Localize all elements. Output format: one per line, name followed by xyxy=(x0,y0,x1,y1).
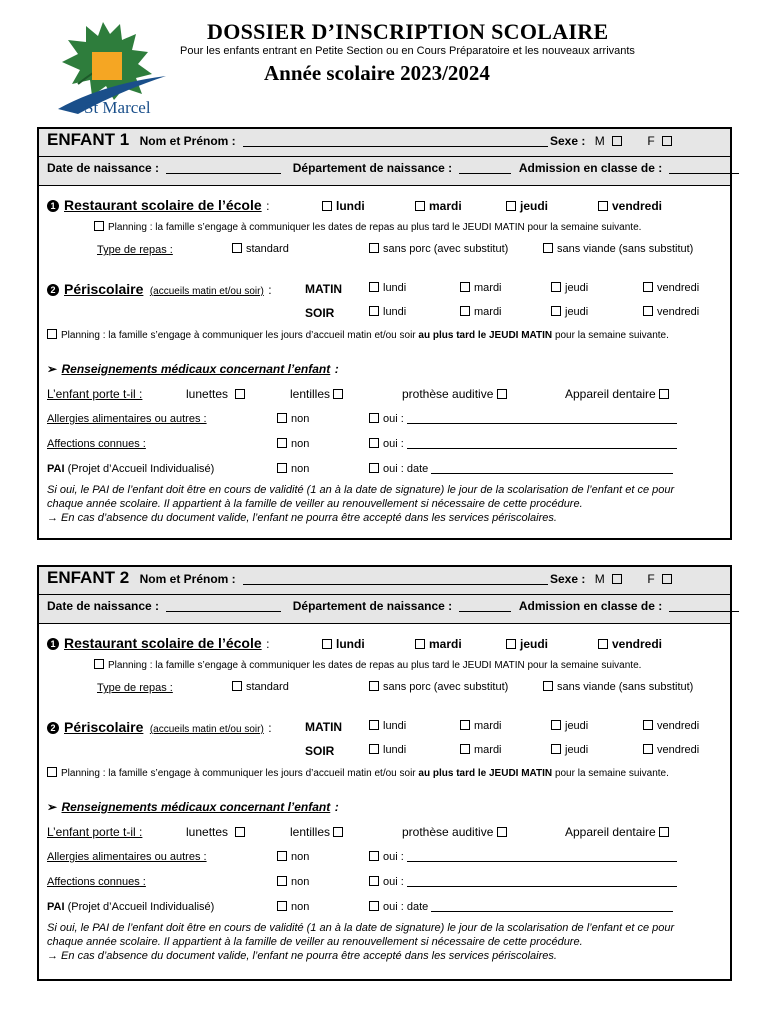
porte-prothese[interactable] xyxy=(402,387,511,401)
note-line-2: chaque année scolaire. Il appartient à la famille de veiller au renouvellement si nécessaire de cette procédure. xyxy=(47,936,583,948)
name-field[interactable] xyxy=(243,146,548,147)
checkbox-icon xyxy=(277,901,287,911)
allergies-non[interactable] xyxy=(277,851,309,863)
note-line-2: chaque année scolaire. Il appartient à la famille de veiller au renouvellement si nécessaire de cette procédure. xyxy=(47,498,583,510)
porte-lunettes[interactable] xyxy=(186,825,249,839)
porte-text: lunettes xyxy=(186,825,229,839)
cantine-lundi[interactable] xyxy=(322,199,365,213)
day-label: vendredi xyxy=(657,720,700,732)
checkbox-icon xyxy=(232,681,242,691)
name-field[interactable] xyxy=(243,584,548,585)
matin-lundi[interactable] xyxy=(369,720,406,732)
checkbox-icon xyxy=(369,851,379,861)
child-label: ENFANT 1 xyxy=(47,130,130,149)
matin-jeudi[interactable] xyxy=(551,720,588,732)
oui-date-text: oui : date xyxy=(383,901,429,913)
checkbox-icon xyxy=(415,201,425,211)
soir-lundi[interactable] xyxy=(369,306,406,318)
day-label: jeudi xyxy=(565,306,589,318)
cantine-planning[interactable] xyxy=(94,221,641,233)
matin-mardi[interactable] xyxy=(460,720,502,732)
peri-detail: (accueils matin et/ou soir) xyxy=(149,724,264,735)
planning-text: Planning : la famille s’engage à communiquer les jours d’accueil matin et/ou soir xyxy=(61,330,416,341)
med-title: Renseignements médicaux concernant l’enfant xyxy=(61,362,331,376)
matin-label: MATIN xyxy=(305,282,343,296)
day-label: lundi xyxy=(336,199,365,213)
checkbox-icon xyxy=(369,720,379,730)
repas-text: sans viande (sans substitut) xyxy=(557,243,694,255)
pai-abbr: PAI xyxy=(47,463,65,475)
checkbox-icon xyxy=(277,413,287,423)
note-line-1: Si oui, le PAI de l’enfant doit être en cours de validité (1 an à la date de signature) le jour de la scolarisation de l’enfant et ce pour xyxy=(47,484,675,496)
non-text: non xyxy=(291,901,310,913)
checkbox-icon xyxy=(551,720,561,730)
checkbox-icon xyxy=(497,827,507,837)
affections-oui[interactable] xyxy=(369,438,677,450)
porte-appareil[interactable] xyxy=(565,825,673,839)
repas-standard[interactable] xyxy=(232,243,289,255)
day-label: lundi xyxy=(383,282,407,294)
repas-text: sans viande (sans substitut) xyxy=(557,681,694,693)
checkbox-icon xyxy=(643,744,653,754)
planning-text: Planning : la famille s’engage à communiquer les dates de repas au plus tard le JEUDI MATIN pour la semaine suivante. xyxy=(108,660,642,671)
checkbox-icon xyxy=(506,639,516,649)
pai-date-field[interactable] xyxy=(431,473,673,474)
checkbox-icon xyxy=(369,901,379,911)
affections-non[interactable] xyxy=(277,438,309,450)
soir-vendredi[interactable] xyxy=(643,306,699,318)
matin-lundi[interactable] xyxy=(369,282,406,294)
porte-label: L’enfant porte t-il : xyxy=(47,825,143,839)
page-title: DOSSIER D’INSCRIPTION SCOLAIRE xyxy=(207,19,609,44)
allergies-non[interactable] xyxy=(277,413,309,425)
porte-appareil[interactable] xyxy=(565,387,673,401)
oui-date-text: oui : date xyxy=(383,463,429,475)
child-header xyxy=(39,567,730,624)
cantine-title: Restaurant scolaire de l’école xyxy=(64,197,262,213)
matin-label: MATIN xyxy=(305,720,343,734)
admission-field[interactable] xyxy=(669,173,739,174)
checkbox-icon xyxy=(598,201,608,211)
day-label: mardi xyxy=(474,306,502,318)
repas-sans-viande[interactable] xyxy=(543,681,693,693)
child-block-1 xyxy=(37,127,732,540)
pai-date-field[interactable] xyxy=(431,911,673,912)
checkbox-icon xyxy=(369,438,379,448)
day-label: vendredi xyxy=(657,744,700,756)
porte-prothese[interactable] xyxy=(402,825,511,839)
day-label: jeudi xyxy=(565,282,589,294)
cantine-mardi[interactable] xyxy=(415,199,462,213)
sexe-label: Sexe : xyxy=(550,572,586,586)
oui-text: oui : xyxy=(383,413,404,425)
pai-note xyxy=(47,921,674,963)
repas-standard[interactable] xyxy=(232,681,289,693)
checkbox-icon xyxy=(235,389,245,399)
checkbox-icon xyxy=(415,639,425,649)
repas-sans-viande[interactable] xyxy=(543,243,693,255)
child-label: ENFANT 2 xyxy=(47,568,130,587)
checkbox-icon xyxy=(643,306,653,316)
soir-mardi[interactable] xyxy=(460,744,502,756)
page-subtitle: Pour les enfants entrant en Petite Section ou en Cours Préparatoire et les nouveaux arrivants xyxy=(180,45,635,57)
med-colon: : xyxy=(334,362,339,376)
checkbox-icon xyxy=(94,221,104,231)
checkbox-icon xyxy=(643,282,653,292)
checkbox-icon xyxy=(333,389,343,399)
cantine-lundi[interactable] xyxy=(322,637,365,651)
peri-title: Périscolaire xyxy=(64,281,144,297)
porte-lentilles[interactable] xyxy=(290,387,347,401)
matin-vendredi[interactable] xyxy=(643,282,699,294)
dept-field[interactable] xyxy=(459,173,511,174)
cantine-jeudi[interactable] xyxy=(506,637,548,651)
non-text: non xyxy=(291,851,310,863)
arrow-icon: ➢ xyxy=(47,362,58,376)
child-block-2 xyxy=(37,565,732,981)
porte-text: lentilles xyxy=(290,387,331,401)
matin-vendredi[interactable] xyxy=(643,720,699,732)
peri-planning[interactable] xyxy=(47,329,669,341)
planning-text: Planning : la famille s’engage à communiquer les dates de repas au plus tard le JEUDI MATIN pour la semaine suivante. xyxy=(108,222,642,233)
day-label: vendredi xyxy=(657,282,700,294)
med-colon: : xyxy=(334,800,339,814)
oui-text: oui : xyxy=(383,851,404,863)
planning-text: Planning : la famille s’engage à communiquer les jours d’accueil matin et/ou soir xyxy=(61,768,416,779)
repas-label: Type de repas : xyxy=(97,682,173,694)
sexe-m-checkbox[interactable] xyxy=(612,574,622,584)
soir-label: SOIR xyxy=(305,306,335,320)
non-text: non xyxy=(291,413,310,425)
day-label: jeudi xyxy=(565,720,589,732)
cantine-title: Restaurant scolaire de l’école xyxy=(64,635,262,651)
day-label: vendredi xyxy=(612,637,663,651)
pai-full: (Projet d’Accueil Individualisé) xyxy=(67,463,215,475)
checkbox-icon xyxy=(94,659,104,669)
affections-oui[interactable] xyxy=(369,876,677,888)
day-label: mardi xyxy=(474,744,502,756)
checkbox-icon xyxy=(235,827,245,837)
sexe-f-checkbox[interactable] xyxy=(662,136,672,146)
peri-colon: : xyxy=(268,283,272,297)
day-label: mardi xyxy=(429,637,462,651)
planning-deadline: au plus tard le JEUDI MATIN xyxy=(418,768,553,779)
allergies-field[interactable] xyxy=(407,861,677,862)
dob-field[interactable] xyxy=(166,173,281,174)
number-one-icon: 1 xyxy=(47,638,59,650)
pai-oui[interactable] xyxy=(369,901,673,913)
day-label: mardi xyxy=(474,720,502,732)
checkbox-icon xyxy=(47,329,57,339)
soir-jeudi[interactable] xyxy=(551,744,588,756)
cantine-vendredi[interactable] xyxy=(598,637,662,651)
checkbox-icon xyxy=(277,438,287,448)
dob-label: Date de naissance : xyxy=(47,161,160,175)
checkbox-icon xyxy=(322,201,332,211)
number-two-icon: 2 xyxy=(47,284,59,296)
day-label: lundi xyxy=(383,720,407,732)
allergies-field[interactable] xyxy=(407,423,677,424)
sexe-f-label: F xyxy=(647,572,655,586)
pai-label xyxy=(47,901,214,913)
checkbox-icon xyxy=(659,827,669,837)
note-line-3: → En cas d’absence du document valide, l’enfant ne pourra être accepté dans les services périscolaires. xyxy=(47,512,557,524)
dob-label: Date de naissance : xyxy=(47,599,160,613)
planning-deadline: au plus tard le JEUDI MATIN xyxy=(418,330,553,341)
checkbox-icon xyxy=(333,827,343,837)
non-text: non xyxy=(291,463,310,475)
porte-text: lentilles xyxy=(290,825,331,839)
soir-lundi[interactable] xyxy=(369,744,406,756)
checkbox-icon xyxy=(551,282,561,292)
checkbox-icon xyxy=(47,767,57,777)
day-label: vendredi xyxy=(612,199,663,213)
sexe-f-label: F xyxy=(647,134,655,148)
checkbox-icon xyxy=(369,876,379,886)
peri-detail: (accueils matin et/ou soir) xyxy=(149,286,264,297)
checkbox-icon xyxy=(551,744,561,754)
dob-field[interactable] xyxy=(166,611,281,612)
peri-title: Périscolaire xyxy=(64,719,144,735)
pai-non[interactable] xyxy=(277,463,309,475)
day-label: mardi xyxy=(474,282,502,294)
repas-sans-porc[interactable] xyxy=(369,243,508,255)
day-label: jeudi xyxy=(520,637,549,651)
porte-text: lunettes xyxy=(186,387,229,401)
dept-label: Département de naissance : xyxy=(292,161,453,175)
cantine-colon: : xyxy=(266,199,270,213)
affections-field[interactable] xyxy=(407,886,677,887)
allergies-oui[interactable] xyxy=(369,851,677,863)
cantine-jeudi[interactable] xyxy=(506,199,548,213)
day-label: jeudi xyxy=(565,744,589,756)
affections-non[interactable] xyxy=(277,876,309,888)
sexe-label: Sexe : xyxy=(550,134,586,148)
cantine-planning[interactable] xyxy=(94,659,641,671)
oui-text: oui : xyxy=(383,438,404,450)
porte-text: Appareil dentaire xyxy=(565,387,656,401)
peri-planning[interactable] xyxy=(47,767,669,779)
number-one-icon: 1 xyxy=(47,200,59,212)
admission-label: Admission en classe de : xyxy=(518,161,663,175)
sexe-m-label: M xyxy=(594,134,605,148)
day-label: lundi xyxy=(383,306,407,318)
note-line-3: → En cas d’absence du document valide, l’enfant ne pourra être accepté dans les services périscolaires. xyxy=(47,950,557,962)
checkbox-icon xyxy=(460,306,470,316)
checkbox-icon xyxy=(460,720,470,730)
day-label: jeudi xyxy=(520,199,549,213)
repas-text: sans porc (avec substitut) xyxy=(383,681,509,693)
checkbox-icon xyxy=(551,306,561,316)
repas-text: standard xyxy=(246,681,289,693)
allergies-label: Allergies alimentaires ou autres : xyxy=(47,413,207,425)
allergies-oui[interactable] xyxy=(369,413,677,425)
checkbox-icon xyxy=(598,639,608,649)
porte-text: prothèse auditive xyxy=(402,825,494,839)
checkbox-icon xyxy=(322,639,332,649)
day-label: lundi xyxy=(336,637,365,651)
repas-text: standard xyxy=(246,243,289,255)
checkbox-icon xyxy=(277,851,287,861)
allergies-label: Allergies alimentaires ou autres : xyxy=(47,851,207,863)
soir-jeudi[interactable] xyxy=(551,306,588,318)
name-label: Nom et Prénom : xyxy=(139,134,236,148)
repas-text: sans porc (avec substitut) xyxy=(383,243,509,255)
admission-field[interactable] xyxy=(669,611,739,612)
checkbox-icon xyxy=(369,744,379,754)
med-title: Renseignements médicaux concernant l’enfant xyxy=(61,800,331,814)
checkbox-icon xyxy=(497,389,507,399)
child-header xyxy=(39,129,730,186)
porte-lentilles[interactable] xyxy=(290,825,347,839)
repas-label: Type de repas : xyxy=(97,244,173,256)
porte-text: prothèse auditive xyxy=(402,387,494,401)
day-label: mardi xyxy=(429,199,462,213)
checkbox-icon xyxy=(543,243,553,253)
checkbox-icon xyxy=(277,876,287,886)
porte-lunettes[interactable] xyxy=(186,387,249,401)
admission-label: Admission en classe de : xyxy=(518,599,663,613)
arrow-icon: ➢ xyxy=(47,800,58,814)
oui-text: oui : xyxy=(383,876,404,888)
checkbox-icon xyxy=(460,744,470,754)
name-label: Nom et Prénom : xyxy=(139,572,236,586)
pai-abbr: PAI xyxy=(47,901,65,913)
repas-sans-porc[interactable] xyxy=(369,681,508,693)
porte-text: Appareil dentaire xyxy=(565,825,656,839)
day-label: lundi xyxy=(383,744,407,756)
porte-label: L’enfant porte t-il : xyxy=(47,387,143,401)
dept-label: Département de naissance : xyxy=(292,599,453,613)
pai-non[interactable] xyxy=(277,901,309,913)
matin-jeudi[interactable] xyxy=(551,282,588,294)
non-text: non xyxy=(291,438,310,450)
note-line-1: Si oui, le PAI de l’enfant doit être en cours de validité (1 an à la date de signature) le jour de la scolarisation de l’enfant et ce pour xyxy=(47,922,675,934)
checkbox-icon xyxy=(369,413,379,423)
pai-label xyxy=(47,463,214,475)
checkbox-icon xyxy=(369,243,379,253)
sexe-m-label: M xyxy=(594,572,605,586)
checkbox-icon xyxy=(506,201,516,211)
school-year: Année scolaire 2023/2024 xyxy=(264,61,490,85)
peri-colon: : xyxy=(268,721,272,735)
cantine-colon: : xyxy=(266,637,270,651)
checkbox-icon xyxy=(659,389,669,399)
soir-label: SOIR xyxy=(305,744,335,758)
checkbox-icon xyxy=(460,282,470,292)
day-label: vendredi xyxy=(657,306,700,318)
checkbox-icon xyxy=(543,681,553,691)
checkbox-icon xyxy=(369,681,379,691)
sexe-m-checkbox[interactable] xyxy=(612,136,622,146)
non-text: non xyxy=(291,876,310,888)
checkbox-icon xyxy=(369,463,379,473)
logo-text: St Marcel xyxy=(84,98,151,117)
sexe-f-checkbox[interactable] xyxy=(662,574,672,584)
dept-field[interactable] xyxy=(459,611,511,612)
cantine-mardi[interactable] xyxy=(415,637,462,651)
pai-note xyxy=(47,483,674,525)
pai-oui[interactable] xyxy=(369,463,673,475)
checkbox-icon xyxy=(369,306,379,316)
affections-label: Affections connues : xyxy=(47,438,146,450)
pai-full: (Projet d’Accueil Individualisé) xyxy=(67,901,215,913)
matin-mardi[interactable] xyxy=(460,282,502,294)
planning-text-end: pour la semaine suivante. xyxy=(554,768,669,779)
checkbox-icon xyxy=(643,720,653,730)
checkbox-icon xyxy=(232,243,242,253)
soir-vendredi[interactable] xyxy=(643,744,699,756)
planning-text-end: pour la semaine suivante. xyxy=(554,330,669,341)
soir-mardi[interactable] xyxy=(460,306,502,318)
cantine-vendredi[interactable] xyxy=(598,199,662,213)
checkbox-icon xyxy=(369,282,379,292)
affections-field[interactable] xyxy=(407,448,677,449)
checkbox-icon xyxy=(277,463,287,473)
number-two-icon: 2 xyxy=(47,722,59,734)
affections-label: Affections connues : xyxy=(47,876,146,888)
